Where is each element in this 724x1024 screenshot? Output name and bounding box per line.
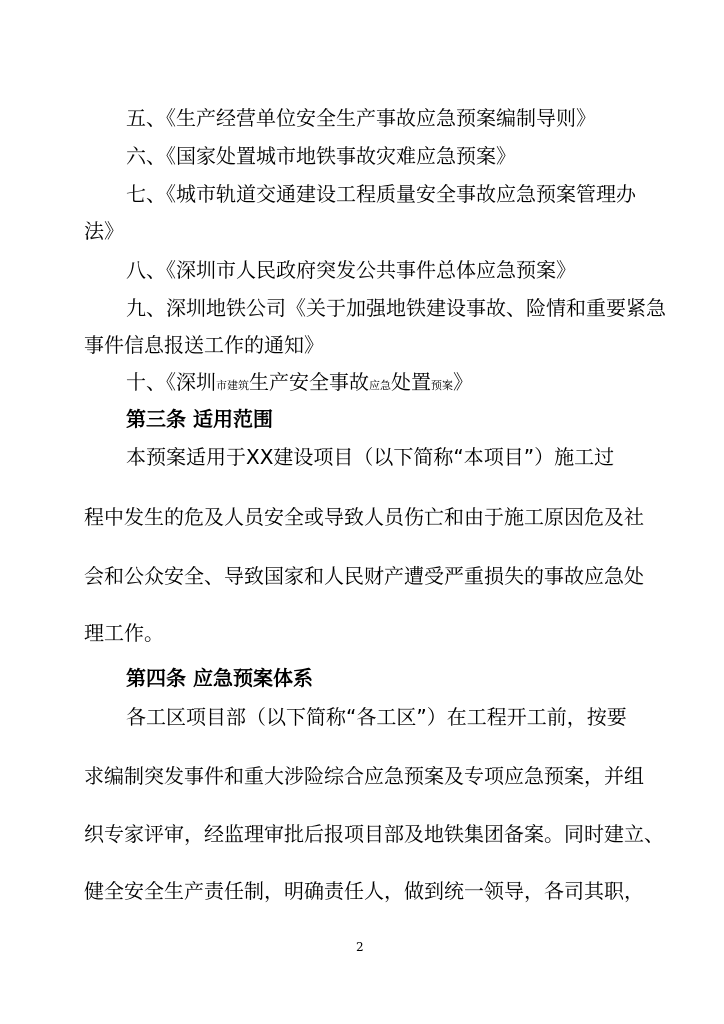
- reference-item-10-part-g: 》: [453, 370, 473, 394]
- reference-item-9-line-1: 九、深圳地铁公司《关于加强地铁建设事故、险情和重要紧急: [126, 296, 666, 320]
- reference-item-10-part-c: 生产安全事故: [249, 370, 369, 394]
- reference-item-10-small-d: 应急: [369, 379, 391, 392]
- reference-item-10-part-a: 十、《深圳: [126, 370, 216, 394]
- section-4-heading: 第四条 应急预案体系: [126, 666, 313, 690]
- section-4-paragraph-line-4: 健全安全生产责任制，明确责任人，做到统一领导，各司其职，: [84, 879, 644, 903]
- page-number: 2: [356, 940, 364, 954]
- section-3-heading: 第三条 适用范围: [126, 407, 273, 431]
- reference-item-5: 五、《生产经营单位安全生产事故应急预案编制导则》: [126, 106, 596, 130]
- reference-item-10: [126, 370, 473, 398]
- reference-item-10-small-a: 市建筑: [216, 379, 249, 392]
- reference-item-10-small-f: 预案: [431, 379, 453, 392]
- reference-item-7-line-1: 七、《城市轨道交通建设工程质量安全事故应急预案管理办: [126, 182, 636, 206]
- section-4-paragraph-line-3: 织专家评审，经监理审批后报项目部及地铁集团备案。同时建立、: [84, 822, 664, 846]
- reference-item-8: 八、《深圳市人民政府突发公共事件总体应急预案》: [126, 258, 576, 282]
- reference-item-9-line-2: 事件信息报送工作的通知》: [84, 333, 324, 357]
- section-3-paragraph-line-2: 程中发生的危及人员安全或导致人员伤亡和由于施工原因危及社: [84, 505, 644, 529]
- section-3-paragraph-line-4: 理工作。: [84, 621, 164, 645]
- section-4-paragraph-line-2: 求编制突发事件和重大涉险综合应急预案及专项应急预案，并组: [84, 764, 644, 788]
- reference-item-10-part-e: 处置: [391, 370, 431, 394]
- reference-item-6: 六、《国家处置城市地铁事故灾难应急预案》: [126, 144, 516, 168]
- section-3-paragraph-line-1: 本预案适用于XX建设项目（以下简称“本项目”）施工过: [126, 445, 615, 469]
- section-4-paragraph-line-1: 各工区项目部（以下简称“各工区”）在工程开工前，按要: [126, 705, 627, 729]
- section-3-paragraph-line-3: 会和公众安全、导致国家和人民财产遭受严重损失的事故应急处: [84, 564, 644, 588]
- reference-item-7-line-2: 法》: [84, 219, 124, 243]
